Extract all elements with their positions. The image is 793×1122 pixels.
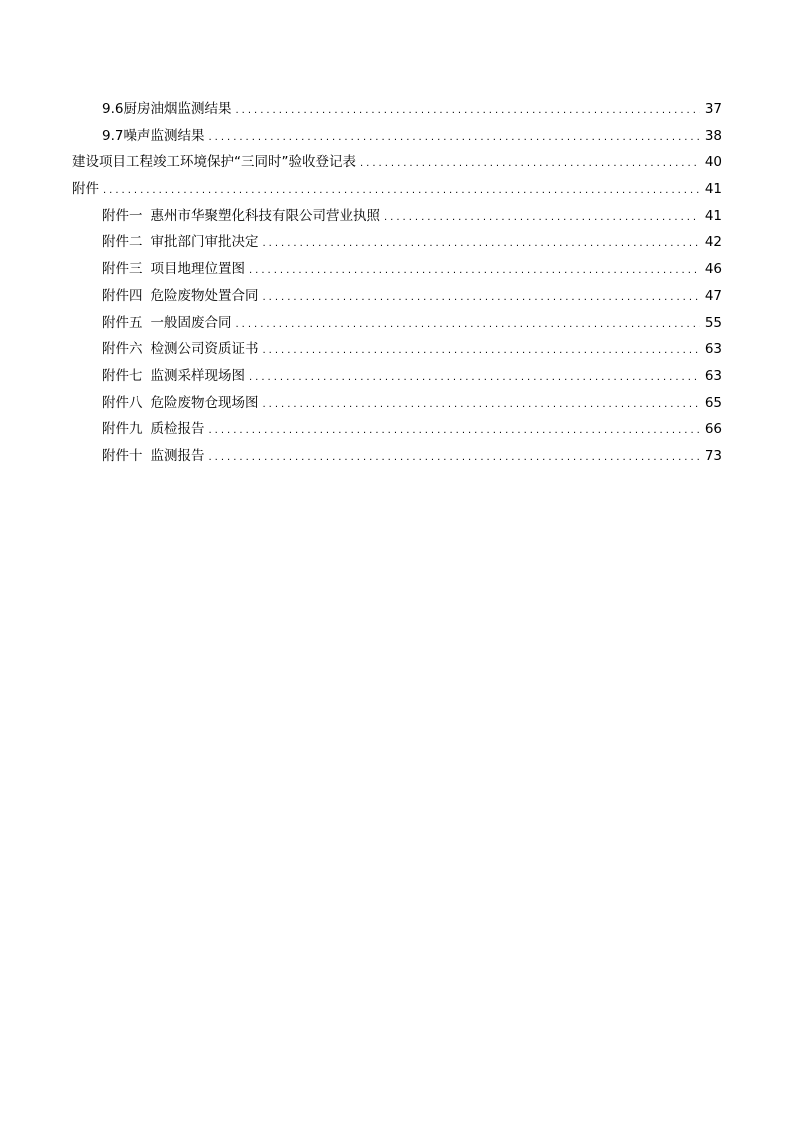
toc-entry-attachment-6[interactable]: [72, 336, 722, 363]
toc-leader-dots: [236, 312, 701, 339]
toc-entry-label: 附件七: [102, 367, 143, 384]
toc-entry-attachment-5[interactable]: [72, 310, 722, 337]
toc-leader-dots: [249, 258, 700, 285]
toc-entry-title: [102, 416, 205, 443]
toc-entry-page: 73: [704, 447, 722, 464]
toc-entry-text: 一般固废合同: [150, 314, 232, 331]
toc-entry-label: 附件五: [102, 314, 143, 331]
toc-leader-dots: [235, 98, 700, 125]
toc-entry-label: 附件四: [102, 287, 143, 304]
toc-leader-dots: [249, 365, 700, 392]
toc-entry-9-6[interactable]: [72, 96, 722, 123]
toc-entry-registration-form[interactable]: [72, 149, 722, 176]
toc-entry-label: 附件六: [102, 341, 143, 358]
toc-entry-page: 66: [704, 421, 722, 438]
toc-entry-title: [102, 229, 259, 256]
toc-entry-text: 项目地理位置图: [150, 261, 245, 278]
toc-entry-title: [102, 363, 245, 390]
toc-entry-attachment-4[interactable]: [72, 283, 722, 310]
toc-entry-title: [102, 256, 245, 283]
toc-entry-text: 监测采样现场图: [150, 367, 245, 384]
toc-entry-page: 55: [704, 314, 722, 331]
toc-entry-attachment-10[interactable]: [72, 443, 722, 470]
toc-entry-9-7[interactable]: [72, 123, 722, 150]
toc-entry-text: 危险废物处置合同: [150, 287, 259, 304]
toc-leader-dots: [103, 178, 700, 205]
toc-entry-title: [102, 390, 259, 417]
toc-entry-title: [102, 310, 232, 337]
toc-entry-attachment-8[interactable]: [72, 390, 722, 417]
toc-entry-label: 附件二: [102, 234, 143, 251]
toc-leader-dots: [384, 205, 700, 232]
toc-entry-attachment-3[interactable]: [72, 256, 722, 283]
toc-entry-attachment-7[interactable]: [72, 363, 722, 390]
toc-entry-attachment-2[interactable]: [72, 229, 722, 256]
toc-entry-page: 46: [704, 261, 722, 278]
toc-leader-dots: [263, 231, 701, 258]
toc-entry-text: 检测公司资质证书: [150, 341, 259, 358]
toc-entry-title: [102, 443, 205, 470]
toc-entry-page: 63: [704, 367, 722, 384]
toc-entry-label: 附件十: [102, 447, 143, 464]
toc-entry-attachments[interactable]: [72, 176, 722, 203]
toc-entry-page: 40: [704, 154, 722, 171]
toc-leader-dots: [208, 125, 700, 152]
toc-entry-page: 41: [704, 181, 722, 198]
toc-leader-dots: [263, 392, 701, 419]
toc-entry-label: 附件三: [102, 261, 143, 278]
toc-entry-page: 38: [704, 127, 722, 144]
toc-entry-label: 附件八: [102, 394, 143, 411]
toc-leader-dots: [209, 418, 701, 445]
toc-entry-attachment-1[interactable]: [72, 203, 722, 230]
toc-entry-page: 63: [704, 341, 722, 358]
toc-leader-dots: [263, 338, 701, 365]
toc-entry-attachment-9[interactable]: [72, 416, 722, 443]
table-of-contents: [72, 96, 722, 470]
toc-entry-title: 附件: [72, 181, 99, 198]
toc-leader-dots: [263, 285, 701, 312]
toc-leader-dots: [209, 445, 701, 472]
toc-entry-title: 9.7噪声监测结果: [102, 127, 205, 144]
toc-entry-page: 42: [704, 234, 722, 251]
toc-entry-text: 监测报告: [150, 447, 205, 464]
toc-entry-text: 危险废物仓现场图: [150, 394, 259, 411]
toc-leader-dots: [360, 151, 700, 178]
toc-entry-text: 惠州市华聚塑化科技有限公司营业执照: [150, 207, 380, 224]
toc-entry-title: [102, 336, 259, 363]
toc-entry-title: [102, 283, 259, 310]
toc-entry-label: 附件一: [102, 207, 143, 224]
toc-entry-title: [102, 203, 380, 230]
toc-entry-page: 47: [704, 287, 722, 304]
toc-entry-label: 附件九: [102, 421, 143, 438]
toc-entry-page: 65: [704, 394, 722, 411]
toc-entry-page: 41: [704, 207, 722, 224]
toc-entry-title: 9.6厨房油烟监测结果: [102, 101, 232, 117]
toc-entry-text: 质检报告: [150, 421, 205, 438]
toc-entry-text: 审批部门审批决定: [150, 234, 259, 251]
toc-entry-page: 37: [704, 101, 722, 117]
toc-entry-title: 建设项目工程竣工环境保护“三同时”验收登记表: [72, 154, 356, 171]
